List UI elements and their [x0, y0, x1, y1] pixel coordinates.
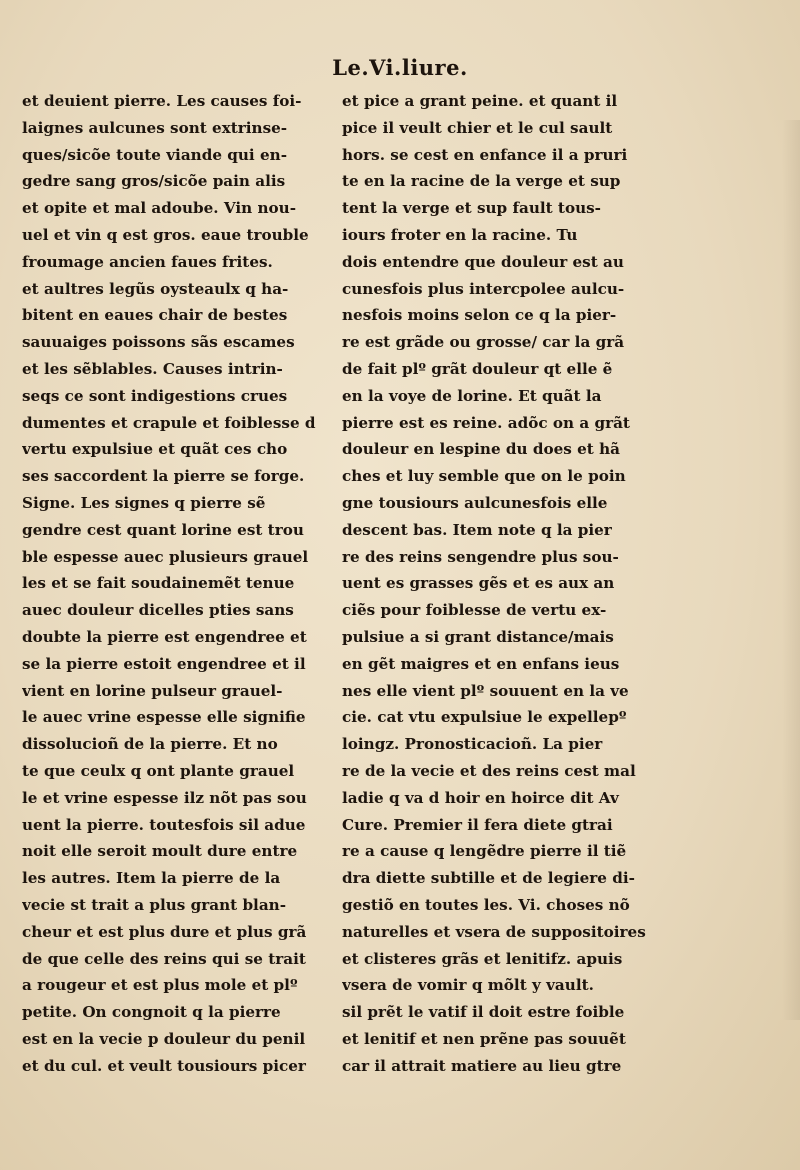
- left-column-line: petite. On congnoit q la pierre: [22, 1003, 281, 1022]
- left-column-line: et aultres legũs oysteaulx q ha-: [22, 279, 289, 298]
- right-column-line: dra diette subtille et de legiere di-: [342, 869, 635, 888]
- page-edge-shadow: [782, 120, 800, 1020]
- right-column-line: car il attrait matiere au lieu gtre: [342, 1056, 622, 1075]
- right-column-line: nes elle vient plº souuent en la ve: [342, 681, 629, 700]
- right-column-line: sil prẽt le vatif il doit estre foible: [342, 1003, 625, 1022]
- left-column-line: le auec vrine espesse elle signifie: [22, 708, 306, 727]
- right-column-line: dois entendre que douleur est au: [342, 252, 624, 271]
- right-column-line: re a cause q lengẽdre pierre il tiẽ: [342, 842, 627, 861]
- left-column-line: laignes aulcunes sont extrinse-: [22, 118, 288, 137]
- right-column-line: ladie q va d hoir en hoirce dit Av: [342, 788, 619, 807]
- right-column-line: gne tousiours aulcunesfois elle: [342, 493, 608, 512]
- left-column-line: a rougeur et est plus mole et plº: [22, 976, 298, 995]
- left-column-line: le et vrine espesse ilz nõt pas sou: [22, 788, 307, 807]
- right-column-line: naturelles et vsera de suppositoires: [342, 922, 646, 941]
- left-column-line: gedre sang gros/sicõe pain alis: [22, 172, 286, 191]
- right-column-line: pice il veult chier et le cul sault: [342, 118, 613, 137]
- left-column-line: sauuaiges poissons sãs escames: [22, 333, 295, 352]
- left-column-line: auec douleur dicelles pties sans: [22, 601, 294, 620]
- running-head: Le.Vi.liure.: [332, 55, 468, 80]
- right-column-line: hors. se cest en enfance il a pruri: [342, 145, 628, 164]
- left-column-line: dissolucioñ de la pierre. Et no: [22, 735, 278, 754]
- right-column-line: douleur en lespine du does et hã: [342, 440, 620, 459]
- left-column-line: noit elle seroit moult dure entre: [22, 842, 298, 861]
- right-column-line: re des reins sengendre plus sou-: [342, 547, 619, 566]
- left-column-line: se la pierre estoit engendree et il: [22, 654, 306, 673]
- right-column-line: nesfois moins selon ce q la pier-: [342, 306, 617, 325]
- left-column-line: ble espesse auec plusieurs grauel: [22, 547, 309, 566]
- left-column-line: et les sẽblables. Causes intrin-: [22, 359, 283, 378]
- right-column-line: re est grãde ou grosse/ car la grã: [342, 333, 625, 352]
- right-column-line: re de la vecie et des reins cest mal: [342, 761, 636, 780]
- right-column-line: te en la racine de la verge et sup: [342, 172, 621, 191]
- left-column-line: et du cul. et veult tousiours picer: [22, 1056, 306, 1075]
- right-column-line: ches et luy semble que on le poin: [342, 467, 626, 486]
- right-column-line: iours froter en la racine. Tu: [342, 225, 578, 244]
- left-column-line: de que celle des reins qui se trait: [22, 949, 306, 968]
- left-column-line: ques/sicõe toute viande qui en-: [22, 145, 287, 164]
- left-column-line: les autres. Item la pierre de la: [22, 869, 281, 888]
- left-column-line: cheur et est plus dure et plus grã: [22, 922, 307, 941]
- left-column-line: et deuient pierre. Les causes foi-: [22, 92, 302, 110]
- left-column-line: et opite et mal adoube. Vin nou-: [22, 199, 297, 218]
- right-column-line: descent bas. Item note q la pier: [342, 520, 612, 539]
- right-column-line: et lenitif et nen prẽne pas souuẽt: [342, 1029, 626, 1048]
- right-column-line: de fait plº grãt douleur qt elle ẽ: [342, 359, 613, 378]
- left-column-line: vecie st trait a plus grant blan-: [22, 895, 287, 914]
- right-column-line: et clisteres grãs et lenitifz. apuis: [342, 949, 623, 968]
- left-column-line: gendre cest quant lorine est trou: [22, 520, 304, 539]
- left-column-line: doubte la pierre est engendree et: [22, 627, 307, 646]
- left-column-line: bitent en eaues chair de bestes: [22, 306, 288, 325]
- right-column-line: ciẽs pour foiblesse de vertu ex-: [342, 601, 607, 620]
- left-column-line: les et se fait soudainemẽt tenue: [22, 574, 295, 593]
- right-column-line: en la voye de lorine. Et quãt la: [342, 386, 602, 405]
- right-column-line: vsera de vomir q mõlt y vault.: [342, 976, 594, 995]
- right-column-line: loingz. Pronosticacioñ. La pier: [342, 735, 603, 754]
- right-column-line: pierre est es reine. adõc on a grãt: [342, 413, 630, 432]
- left-column-line: te que ceulx q ont plante grauel: [22, 761, 295, 780]
- right-column-line: en gẽt maigres et en enfans ieus: [342, 654, 620, 673]
- left-column-line: ses saccordent la pierre se forge.: [22, 467, 305, 486]
- right-column-line: et pice a grant peine. et quant il: [342, 92, 618, 110]
- left-column-line: vertu expulsiue et quãt ces cho: [22, 440, 288, 459]
- left-column-line: est en la vecie p douleur du penil: [22, 1029, 306, 1048]
- left-column-line: uel et vin q est gros. eaue trouble: [22, 225, 309, 244]
- right-column-line: gestiõ en toutes les. Vi. choses nõ: [342, 895, 630, 914]
- left-column-line: dumentes et crapule et foiblesse d: [22, 413, 316, 432]
- right-column-line: uent es grasses gẽs et es aux an: [342, 574, 615, 593]
- right-column-line: tent la verge et sup fault tous-: [342, 199, 601, 218]
- left-column-line: vient en lorine pulseur grauel-: [22, 681, 283, 700]
- right-column-line: Cure. Premier il fera diete gtrai: [342, 815, 613, 834]
- left-text-column: [22, 88, 352, 1079]
- left-column-line: froumage ancien faues frites.: [22, 252, 273, 271]
- right-text-column: [342, 88, 672, 1079]
- right-column-line: pulsiue a si grant distance/mais: [342, 627, 614, 646]
- left-column-line: seqs ce sont indigestions crues: [22, 386, 288, 405]
- right-column-line: cunesfois plus intercpolee aulcu-: [342, 279, 625, 298]
- left-column-line: uent la pierre. toutesfois sil adue: [22, 815, 306, 834]
- left-column-line: Signe. Les signes q pierre sẽ: [22, 493, 266, 512]
- right-column-line: cie. cat vtu expulsiue le expellepº: [342, 708, 627, 727]
